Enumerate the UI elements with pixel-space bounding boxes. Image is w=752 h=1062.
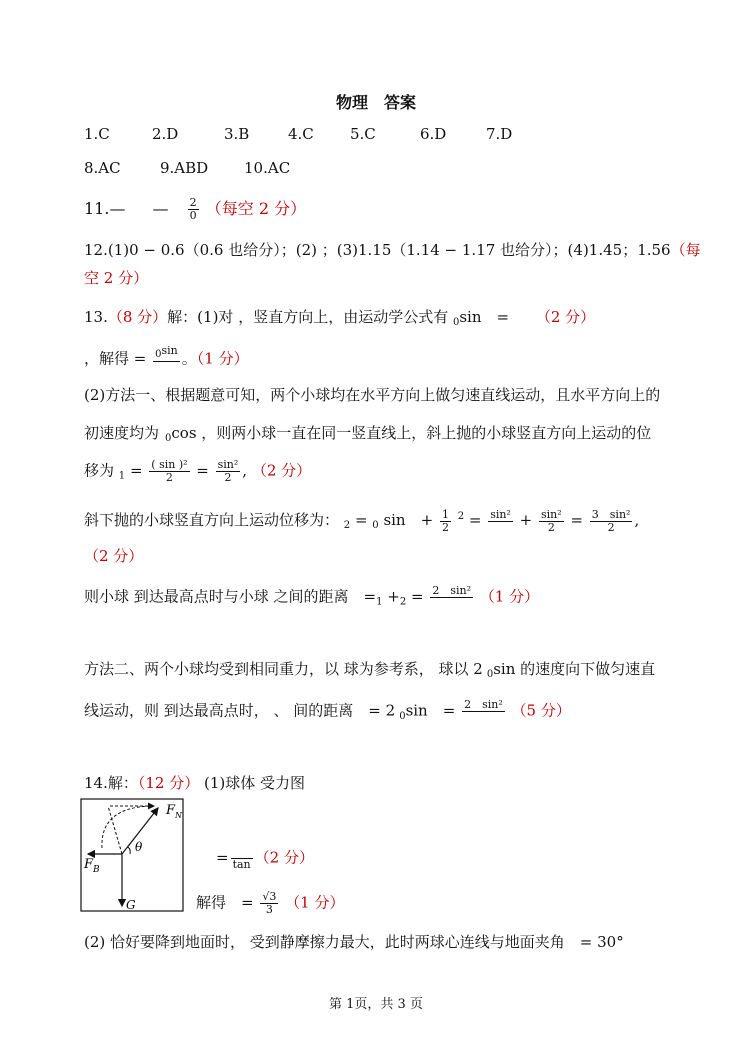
answer-6: 6.D [420, 125, 447, 143]
q14-eq1-fraction: tan [231, 846, 253, 871]
q11-label: 11.— [84, 199, 126, 218]
q14-eq2: 解得 = $\frac{√3}{3}$ （1 分） [196, 890, 345, 916]
q12-score-part1: （每 [670, 241, 701, 259]
q13-label: 13. [84, 308, 108, 326]
q13-p2-line3: 移为 $_1$ = $\frac{\text{( sin )²}}{2}$ = $\frac{\text{sin²}}{2}$ , （2 分） [84, 458, 312, 484]
q14-eq1: = tan （2 分） [216, 846, 314, 871]
answer-7: 7.D [486, 125, 513, 143]
q13-p2-line1: (2)方法一、根据题意可知，两个小球均在水平方向上做匀速直线运动，且水平方向上的 [84, 386, 661, 404]
q11-score: （每空 2 分） [205, 199, 307, 218]
force-diagram [80, 798, 186, 914]
page-title: 物理 答案 [335, 93, 416, 112]
q13-half: $\frac{1}{2}$ [441, 507, 449, 534]
q13-score: （8 分） [107, 308, 168, 326]
q13-frac-b: $\frac{\text{sin²}}{2}$ [217, 458, 239, 484]
q13-line2-fraction: 0sin [155, 344, 178, 360]
q13-frac-f: 2 sin² [432, 584, 471, 597]
q13-p2-line6: 则小球 到达最高点时与小球 之间的距离 $=_1 +_2$ = 2 sin² （1 分） [84, 585, 539, 613]
q14-eq2-fraction: $\frac{√3}{3}$ [262, 890, 277, 916]
q13-line1-text: 解：(1)对 ，竖直方向上，由运动学公式有 [167, 308, 449, 326]
q14-label: 14.解： [84, 774, 138, 792]
q13-m2-line2-score: （5 分） [511, 701, 571, 720]
q13-m2-line2: 线运动，则 到达最高点时， 、 间的距离 = 2 $_0$sin = 2 sin² （5 分） [84, 699, 571, 727]
q12-score-part2: 空 2 分） [84, 269, 149, 287]
label-g: G [126, 898, 136, 912]
q13-p2-line5-score: （2 分） [84, 547, 144, 565]
q13-p2-line4: 斜下抛的小球竖直方向上运动位移为： $_2$ = $_0$ sin + $\frac{1}{2}$ $^2$ = sin² + $\frac{\text{sin²}}{2}$ = $\frac{\text{3 sin²}}{2}$ , [84, 507, 640, 534]
q13-line1-score: （2 分） [535, 308, 596, 326]
answer-10: 10.AC [244, 159, 291, 177]
label-fn: $F_N$ [166, 803, 183, 820]
q13-line2-score: （1 分） [196, 349, 249, 368]
q11 [84, 197, 306, 222]
q14-header [84, 773, 305, 793]
theta-arc [127, 847, 130, 854]
q14-p2: (2) 恰好要降到地面时， 受到静摩擦力最大，此时两球心连线与地面夹角 = 30° [84, 933, 624, 951]
answer-5: 5.C [350, 125, 376, 143]
answer-1: 1.C [84, 125, 110, 143]
answer-2: 2.D [152, 125, 179, 143]
q13-frac-a: $\frac{\text{( sin )²}}{2}$ [151, 458, 188, 484]
q13-line1: 13.（8 分）解：(1)对 ，竖直方向上，由运动学公式有 $_0$sin = （2 分） [84, 308, 596, 328]
answer-3: 3.B [224, 125, 250, 143]
q13-line2-text: ，解得 = [84, 349, 147, 368]
page-footer: 第 1页，共 3 页 [329, 997, 423, 1012]
label-fb: $F_B$ [84, 857, 100, 875]
q13-frac-e: $\frac{\text{3 sin²}}{2}$ [591, 507, 631, 534]
q13-m2-line1: 方法二、两个小球均受到相同重力，以 球为参考系， 球以 2 $_0$sin 的速度向下做匀速直 [84, 660, 656, 680]
q11-blank: — [152, 199, 169, 218]
q13-p2-line6-score: （1 分） [479, 587, 540, 606]
q14-eq2-score: （1 分） [285, 893, 345, 912]
label-theta: θ [135, 840, 143, 854]
q14-eq1-score: （2 分） [254, 848, 314, 867]
answer-4: 4.C [288, 125, 314, 143]
q12-line1 [84, 240, 701, 260]
q14-score: （12 分） [137, 774, 200, 792]
q13-frac-g: 2 sin² [464, 698, 503, 711]
q12-text: 12.(1)0 − 0.6（0.6 也给分）；(2) ；(3)1.15（1.14 − 1.17 也给分）；(4)1.45；1.56 [84, 241, 671, 259]
answer-9: 9.ABD [160, 159, 209, 177]
q13-line1-expr: sin = [459, 308, 510, 326]
q13-p2-line2: 初速度均为 $_0$cos ，则两小球一直在同一竖直线上，斜上抛的小球竖直方向上运动的位 [84, 424, 652, 444]
q13-line2: ，解得 = 0sin 。（1 分） [84, 345, 249, 374]
q13-p2-line3-score: （2 分） [251, 461, 312, 480]
q11-fraction: $\frac{2}{0}$ [189, 196, 197, 222]
q14-intro: (1)球体 受力图 [204, 774, 306, 792]
q13-frac-d: $\frac{\text{sin²}}{2}$ [541, 507, 562, 534]
q13-frac-c: sin² [490, 507, 511, 521]
answer-8: 8.AC [84, 159, 121, 177]
